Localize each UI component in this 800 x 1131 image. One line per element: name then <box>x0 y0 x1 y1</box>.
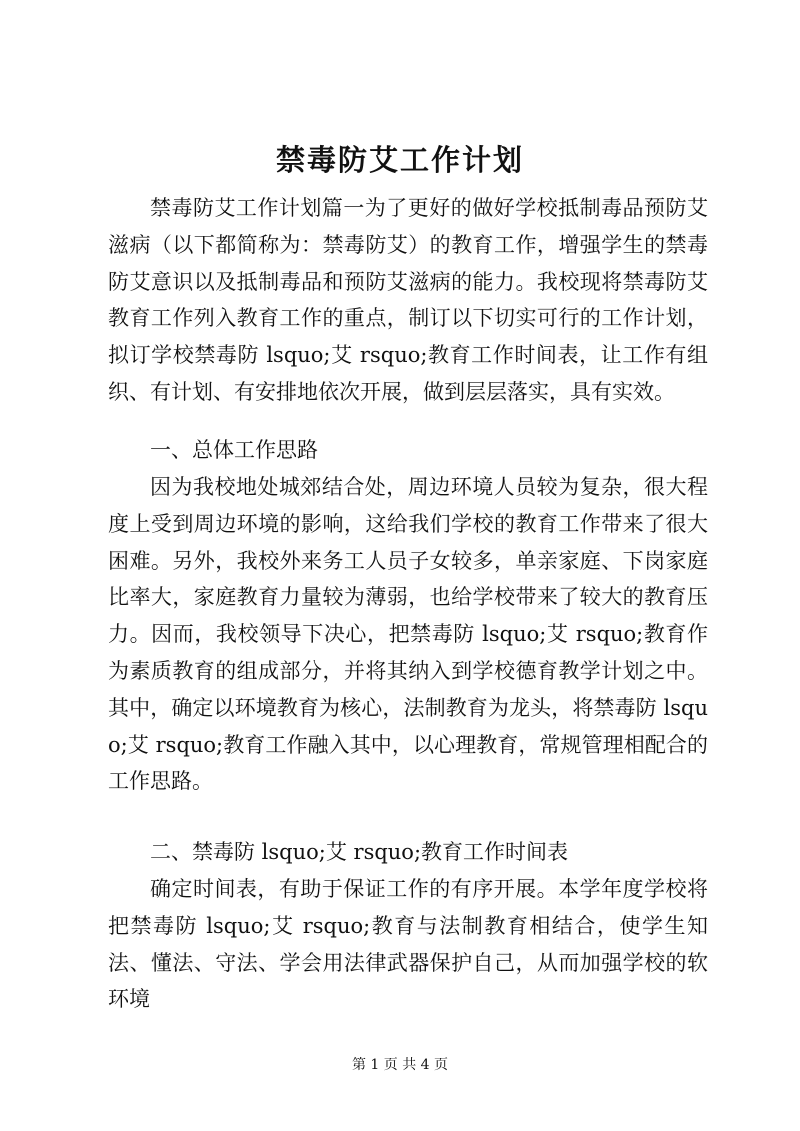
page-title: 禁毒防艾工作计划 <box>275 143 524 177</box>
section-heading-1: 一、总体工作思路 <box>150 438 318 462</box>
section-heading-2: 二、禁毒防 lsquo;艾 rsquo;教育工作时间表 <box>150 840 569 864</box>
section-body-2: 确定时间表，有助于保证工作的有序开展。本学年度学校将把禁毒防 lsquo;艾 rsquo;教育与法制教育相结合，使学生知法、懂法、守法、学会用法律武器保护自己，从而加强学校的软环境 <box>108 877 708 1012</box>
page-footer: 第 1 页 共 4 页 <box>351 1057 449 1073</box>
intro-paragraph: 禁毒防艾工作计划篇一为了更好的做好学校抵制毒品预防艾滋病（以下都简称为：禁毒防艾）的教育工作，增强学生的禁毒防艾意识以及抵制毒品和预防艾滋病的能力。我校现将禁毒防艾教育工作列入教育工作的重点，制订以下切实可行的工作计划，拟订学校禁毒防 lsquo;艾 rsquo;教育工作时间表，让工作有组织、有计划、有安排地依次开展，做到层层落实，具有实效。 <box>108 196 708 404</box>
section-body-1: 因为我校地处城郊结合处，周边环境人员较为复杂，很大程度上受到周边环境的影响，这给我们学校的教育工作带来了很大困难。另外，我校外来务工人员子女较多，单亲家庭、下岗家庭比率大，家庭教育力量较为薄弱，也给学校带来了较大的教育压力。因而，我校领导下决心，把禁毒防 lsquo;艾 rsquo;教育作为素质教育的组成部分，并将其纳入到学校德育教学计划之中。其中，确定以环境教育为核心，法制教育为龙头，将禁毒防 lsquo;艾 rsquo;教育工作融入其中，以心理教育，常规管理相配合的工作思路。 <box>108 475 708 794</box>
